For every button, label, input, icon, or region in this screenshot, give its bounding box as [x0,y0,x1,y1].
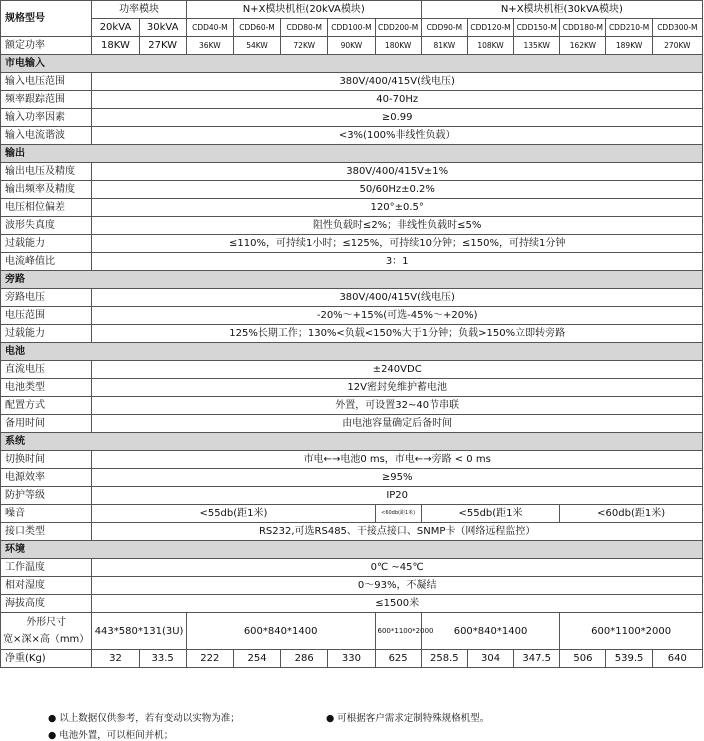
spec-label: 防护等级 [1,487,92,505]
spec-value: -20%～+15%(可选-45%～+20%) [92,307,703,325]
spec-label: 波形失真度 [1,217,92,235]
spec-value: ≥95% [92,469,703,487]
model-cell: CDD100-M [328,19,375,37]
rated-power-cell: 72KW [281,37,328,55]
dimensions-label-line2: 宽×深×高（mm） [3,634,90,645]
weight-cell: 330 [328,650,375,668]
dimension-value: 600*840*1400 [421,613,560,650]
spec-label: 相对湿度 [1,577,92,595]
dimension-value: 600*840*1400 [186,613,375,650]
model-cell: 20kVA [92,19,139,37]
model-cell: CDD120-M [467,19,513,37]
model-cell: CDD80-M [281,19,328,37]
interface-value: RS232,可选RS485、干接点接口、SNMP卡（网络远程监控） [92,523,703,541]
spec-value: 市电←→电池0 ms，市电←→旁路 < 0 ms [92,451,703,469]
spec-label: 输出频率及精度 [1,181,92,199]
footnote: ● 以上数据仅供参考，若有变动以实物为准； [48,713,240,724]
model-cell: 30kVA [139,19,186,37]
spec-label: 电压相位偏差 [1,199,92,217]
dimension-value: 600*1100*2000 [560,613,703,650]
noise-value: <55db(距1米) [92,505,375,523]
spec-value: IP20 [92,487,703,505]
weight-cell: 286 [281,650,328,668]
model-cell: CDD300-M [652,19,702,37]
weight-cell: 258.5 [421,650,467,668]
weight-cell: 33.5 [139,650,186,668]
model-cell: CDD210-M [606,19,652,37]
spec-label: 频率跟踪范围 [1,91,92,109]
weight-cell: 222 [186,650,233,668]
spec-value: ≤110%，可持续1小时；≤125%，可持续10分钟；≤150%，可持续1分钟 [92,235,703,253]
section-battery-header: 电池 [1,343,703,361]
model-label: 规格型号 [1,1,92,37]
spec-value: 380V/400/415V±1% [92,163,703,181]
dimension-value: 443*580*131(3U) [92,613,186,650]
spec-value: 由电池容量确定后备时间 [92,415,703,433]
dimension-value: 600*1100*2000 [375,613,421,650]
weight-cell: 506 [560,650,606,668]
spec-value: 380V/400/415V(线电压) [92,73,703,91]
spec-value: 40-70Hz [92,91,703,109]
noise-value: <55db(距1米 [421,505,560,523]
model-cell: CDD40-M [186,19,233,37]
dimensions-label [1,613,92,650]
spec-label: 备用时间 [1,415,92,433]
model-cell: CDD90-M [421,19,467,37]
section-bypass-header: 旁路 [1,271,703,289]
spec-label: 输入电流谐波 [1,127,92,145]
power-module-label: 功率模块 [92,1,186,19]
cabinet-30kva-label: N+X模块机柜(30kVA模块) [421,1,702,19]
model-cell: CDD200-M [375,19,421,37]
rated-power-cell: 108KW [467,37,513,55]
spec-value: 50/60Hz±0.2% [92,181,703,199]
spec-label: 电池类型 [1,379,92,397]
weight-cell: 539.5 [606,650,652,668]
spec-value: 380V/400/415V(线电压) [92,289,703,307]
rated-power-cell: 54KW [233,37,280,55]
model-cell: CDD180-M [560,19,606,37]
rated-power-cell: 135KW [514,37,560,55]
spec-value: 3：1 [92,253,703,271]
dimensions-label-line1: 外形尺寸 [26,617,67,628]
spec-label: 旁路电压 [1,289,92,307]
spec-value: ≤1500米 [92,595,703,613]
noise-value: <60db(距1米) [375,505,421,523]
spec-value: 0～93%，不凝结 [92,577,703,595]
spec-value: ≥0.99 [92,109,703,127]
weight-cell: 254 [233,650,280,668]
spec-label: 输入功率因素 [1,109,92,127]
spec-value: 外置，可设置32~40节串联 [92,397,703,415]
footnote: ● 电池外置，可以柜间并机； [48,730,174,741]
section-output-header: 输出 [1,145,703,163]
spec-label: 过载能力 [1,235,92,253]
interface-label: 接口类型 [1,523,92,541]
spec-label: 电流峰值比 [1,253,92,271]
spec-label: 切换时间 [1,451,92,469]
section-system-header: 系统 [1,433,703,451]
spec-label: 输入电压范围 [1,73,92,91]
spec-value: 120°±0.5° [92,199,703,217]
spec-value: 阻性负载时≤2%；非线性负载时≤5% [92,217,703,235]
rated-power-cell: 36KW [186,37,233,55]
model-cell: CDD150-M [514,19,560,37]
weight-cell: 640 [652,650,702,668]
spec-value: 0℃ ~45℃ [92,559,703,577]
model-cell: CDD60-M [233,19,280,37]
rated-power-cell: 189KW [606,37,652,55]
rated-power-cell: 270KW [652,37,702,55]
section-input-header: 市电输入 [1,55,703,73]
rated-power-cell: 162KW [560,37,606,55]
weight-label: 净重(Kg) [1,650,92,668]
spec-label: 过载能力 [1,325,92,343]
rated-power-cell: 81KW [421,37,467,55]
rated-power-cell: 27KW [139,37,186,55]
cabinet-20kva-label: N+X模块机柜(20kVA模块) [186,1,421,19]
weight-cell: 32 [92,650,139,668]
section-environment-header: 环境 [1,541,703,559]
rated-power-cell: 180KW [375,37,421,55]
spec-value: <3%(100%非线性负载） [92,127,703,145]
rated-power-label: 额定功率 [1,37,92,55]
spec-label: 工作温度 [1,559,92,577]
noise-value: <60db(距1米) [560,505,703,523]
spec-label: 电压范围 [1,307,92,325]
rated-power-cell: 90KW [328,37,375,55]
spec-label: 海拔高度 [1,595,92,613]
spec-value: 125%长期工作；130%<负载<150%大于1分钟；负载>150%立即转旁路 [92,325,703,343]
weight-cell: 625 [375,650,421,668]
spec-value: ±240VDC [92,361,703,379]
footnote: ● 可根据客户需求定制特殊规格机型。 [326,713,490,724]
spec-label: 配置方式 [1,397,92,415]
spec-label: 直流电压 [1,361,92,379]
noise-label: 噪音 [1,505,92,523]
rated-power-cell: 18KW [92,37,139,55]
spec-value: 12V密封免维护蓄电池 [92,379,703,397]
spec-label: 电源效率 [1,469,92,487]
spec-label: 输出电压及精度 [1,163,92,181]
weight-cell: 304 [467,650,513,668]
weight-cell: 347.5 [514,650,560,668]
